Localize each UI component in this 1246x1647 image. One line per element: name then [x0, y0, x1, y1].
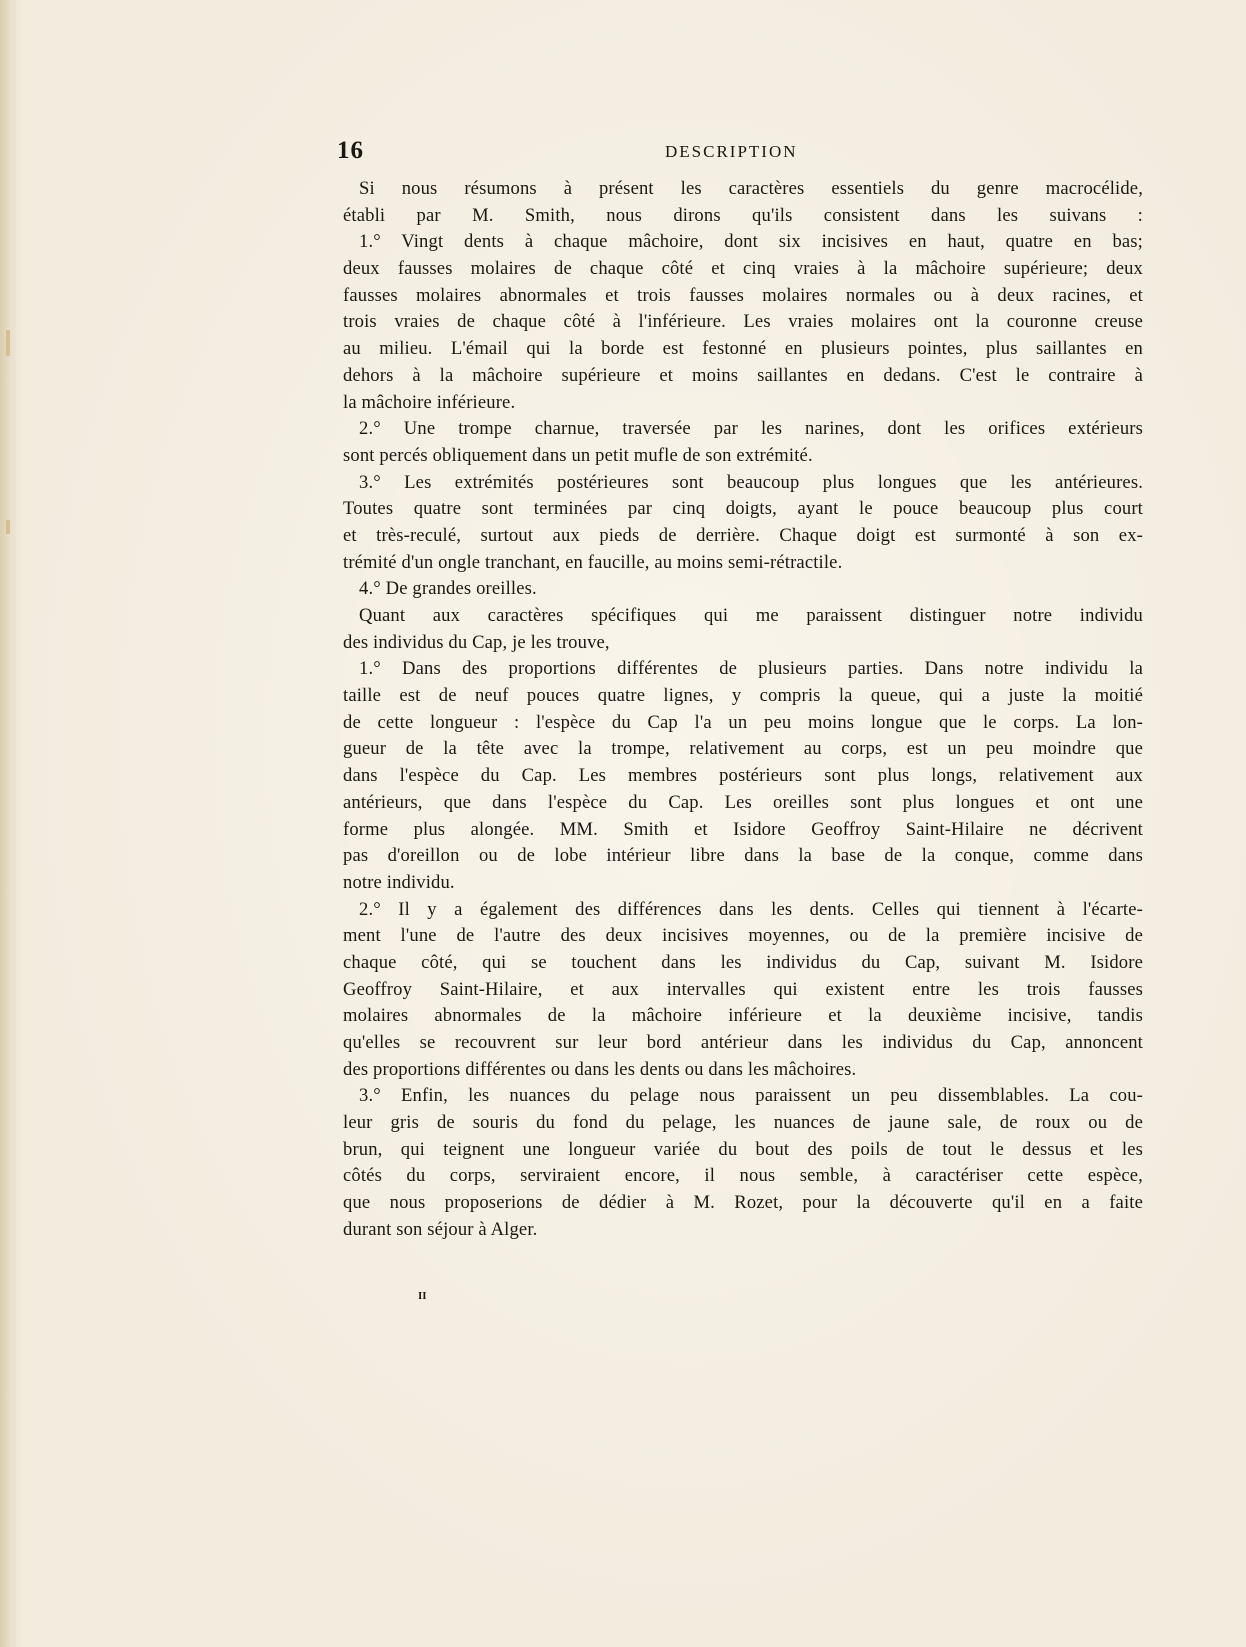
text-line: dehors à la mâchoire supérieure et moins saillantes en dedans. C'est le contraire à [343, 364, 1143, 386]
text-line: deux fausses molaires de chaque côté et cinq vraies à la mâchoire supérieure; deux [343, 258, 1143, 280]
text-line: Si nous résumons à présent les caractères essentiels du genre macrocélide, [359, 178, 1143, 199]
page-number: 16 [337, 137, 364, 164]
text-line: molaires abnormales de la mâchoire inférieure et la deuxième incisive, tandis [343, 1005, 1143, 1027]
binding-edge [0, 0, 22, 1647]
text-line: 2.° Une trompe charnue, traversée par les narines, dont les orifices extérieurs [359, 418, 1143, 440]
text-line: trois vraies de chaque côté à l'inférieure. Les vraies molaires ont la couronne creuse [343, 311, 1143, 333]
text-line: que nous proposerions de dédier à M. Rozet, pour la découverte qu'il en a faite [343, 1192, 1143, 1214]
text-line: Toutes quatre sont terminées par cinq doigts, ayant le pouce beaucoup plus court [343, 498, 1143, 520]
text-line: antérieurs, que dans l'espèce du Cap. Les oreilles sont plus longues et ont une [343, 791, 1143, 813]
running-head: DESCRIPTION [665, 142, 798, 161]
text-line: brun, qui teignent une longueur variée du bout des poils de tout le dessus et les [343, 1138, 1143, 1160]
text-line: 1.° Dans des proportions différentes de plusieurs parties. Dans notre individu la [359, 658, 1143, 680]
text-line: fausses molaires abnormales et trois fausses molaires normales ou à deux racines, et [343, 284, 1143, 306]
text-line: la mâchoire inférieure. [343, 391, 516, 413]
text-line: pas d'oreillon ou de lobe intérieur libre dans la base de la conque, comme dans [343, 845, 1143, 867]
signature-mark: II [418, 1290, 427, 1302]
text-line: chaque côté, qui se touchent dans les individus du Cap, suivant M. Isidore [343, 951, 1143, 973]
text-line: durant son séjour à Alger. [343, 1218, 538, 1240]
text-line: leur gris de souris du fond du pelage, les nuances de jaune sale, de roux ou de [343, 1112, 1143, 1134]
text-line: Quant aux caractères spécifiques qui me paraissent distinguer notre individu [359, 605, 1143, 626]
text-line: dans l'espèce du Cap. Les membres postérieurs sont plus longs, relativement aux [343, 765, 1143, 787]
text-line: des proportions différentes ou dans les dents ou dans les mâchoires. [343, 1058, 857, 1080]
text-line: notre individu. [343, 871, 455, 893]
text-line: 3.° Les extrémités postérieures sont beaucoup plus longues que les antérieures. [359, 471, 1143, 493]
text-line: ment l'une de l'autre des deux incisives moyennes, ou de la première incisive de [343, 925, 1143, 947]
text-line: Geoffroy Saint-Hilaire, et aux intervalles qui existent entre les trois fausses [343, 978, 1143, 1000]
text-line: trémité d'un ongle tranchant, en faucille, au moins semi-rétractile. [343, 551, 843, 573]
text-line: 1.° Vingt dents à chaque mâchoire, dont six incisives en haut, quatre en bas; [359, 231, 1143, 253]
text-line: qu'elles se recouvrent sur leur bord antérieur dans les individus du Cap, annoncent [343, 1032, 1143, 1053]
text-line: 3.° Enfin, les nuances du pelage nous paraissent un peu dissemblables. La cou- [359, 1085, 1143, 1107]
text-line: forme plus alongée. MM. Smith et Isidore Geoffroy Saint-Hilaire ne décrivent [343, 818, 1143, 840]
text-line: gueur de la tête avec la trompe, relativement au corps, est un peu moindre que [343, 738, 1143, 760]
text-line: 2.° Il y a également des différences dans les dents. Celles qui tiennent à l'écarte- [359, 898, 1143, 920]
text-line: établi par M. Smith, nous dirons qu'ils consistent dans les suivans : [343, 204, 1143, 226]
text-line: 4.° De grandes oreilles. [359, 578, 537, 600]
text-line: au milieu. L'émail qui la borde est festonné en plusieurs pointes, plus saillantes en [343, 338, 1143, 360]
text-line: et très-reculé, surtout aux pieds de derrière. Chaque doigt est surmonté à son ex- [343, 524, 1143, 546]
binding-stain [6, 330, 10, 356]
text-line: des individus du Cap, je les trouve, [343, 631, 610, 653]
text-line: sont percés obliquement dans un petit mufle de son extrémité. [343, 444, 813, 466]
text-line: de cette longueur : l'espèce du Cap l'a un peu moins longue que le corps. La lon- [343, 711, 1143, 733]
text-line: côtés du corps, serviraient encore, il nous semble, à caractériser cette espèce, [343, 1165, 1143, 1187]
page-header [337, 137, 807, 167]
text-line: taille est de neuf pouces quatre lignes, y compris la queue, qui a juste la moitié [343, 685, 1143, 707]
binding-stain [6, 520, 10, 534]
body-text [343, 176, 1143, 1244]
